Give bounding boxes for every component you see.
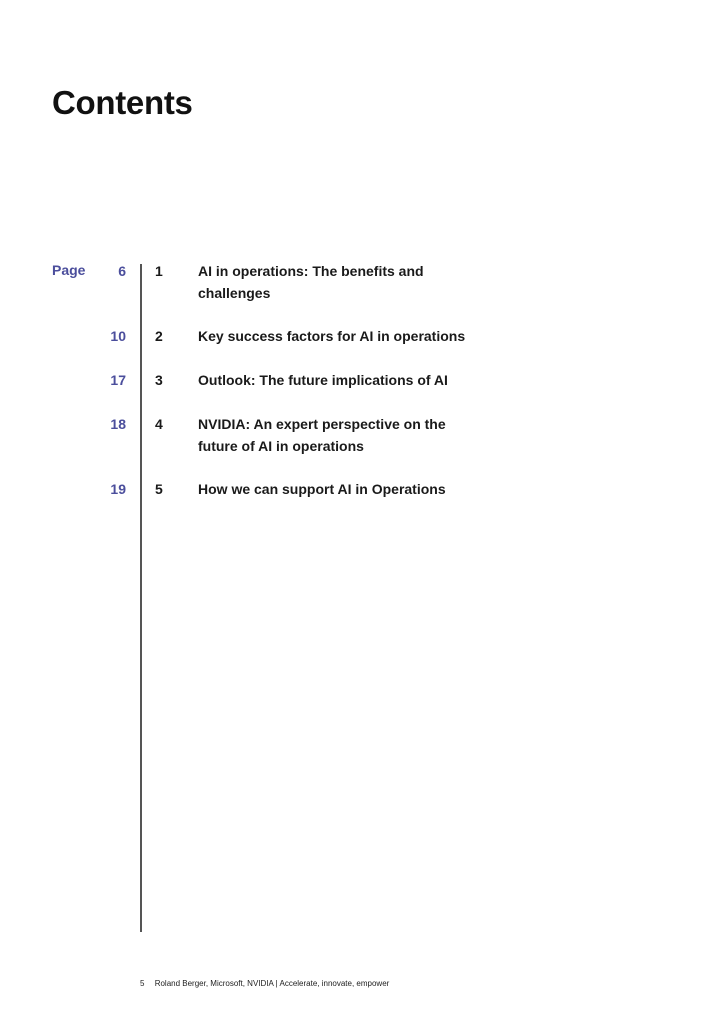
- toc-section-title: AI in operations: The benefits and challenges: [198, 263, 424, 301]
- footer-text: Roland Berger, Microsoft, NVIDIA | Accelerate, innovate, empower: [154, 979, 390, 988]
- footer-page-number: 5: [140, 979, 145, 988]
- page-title: Contents: [52, 84, 193, 121]
- toc-section-title: How we can support AI in Operations: [198, 481, 446, 497]
- toc-page-number: 19: [110, 481, 126, 497]
- toc-page-number: 10: [110, 328, 126, 344]
- toc-section-number: 2: [155, 328, 163, 344]
- toc-section-number: 3: [155, 372, 163, 388]
- toc-page-number: 6: [118, 263, 126, 279]
- toc-section-title: Outlook: The future implications of AI: [198, 372, 448, 388]
- page-column-label: Page: [52, 262, 86, 278]
- toc-page-number: 17: [110, 372, 126, 388]
- toc-page-number: 18: [110, 416, 126, 432]
- toc-section-title: NVIDIA: An expert perspective on the future of AI in operations: [198, 416, 446, 454]
- toc-section-number: 1: [155, 263, 163, 279]
- page-footer: [140, 979, 389, 988]
- toc-section-number: 4: [155, 416, 163, 432]
- toc-section-title: Key success factors for AI in operations: [198, 328, 466, 344]
- toc-section-number: 5: [155, 481, 163, 497]
